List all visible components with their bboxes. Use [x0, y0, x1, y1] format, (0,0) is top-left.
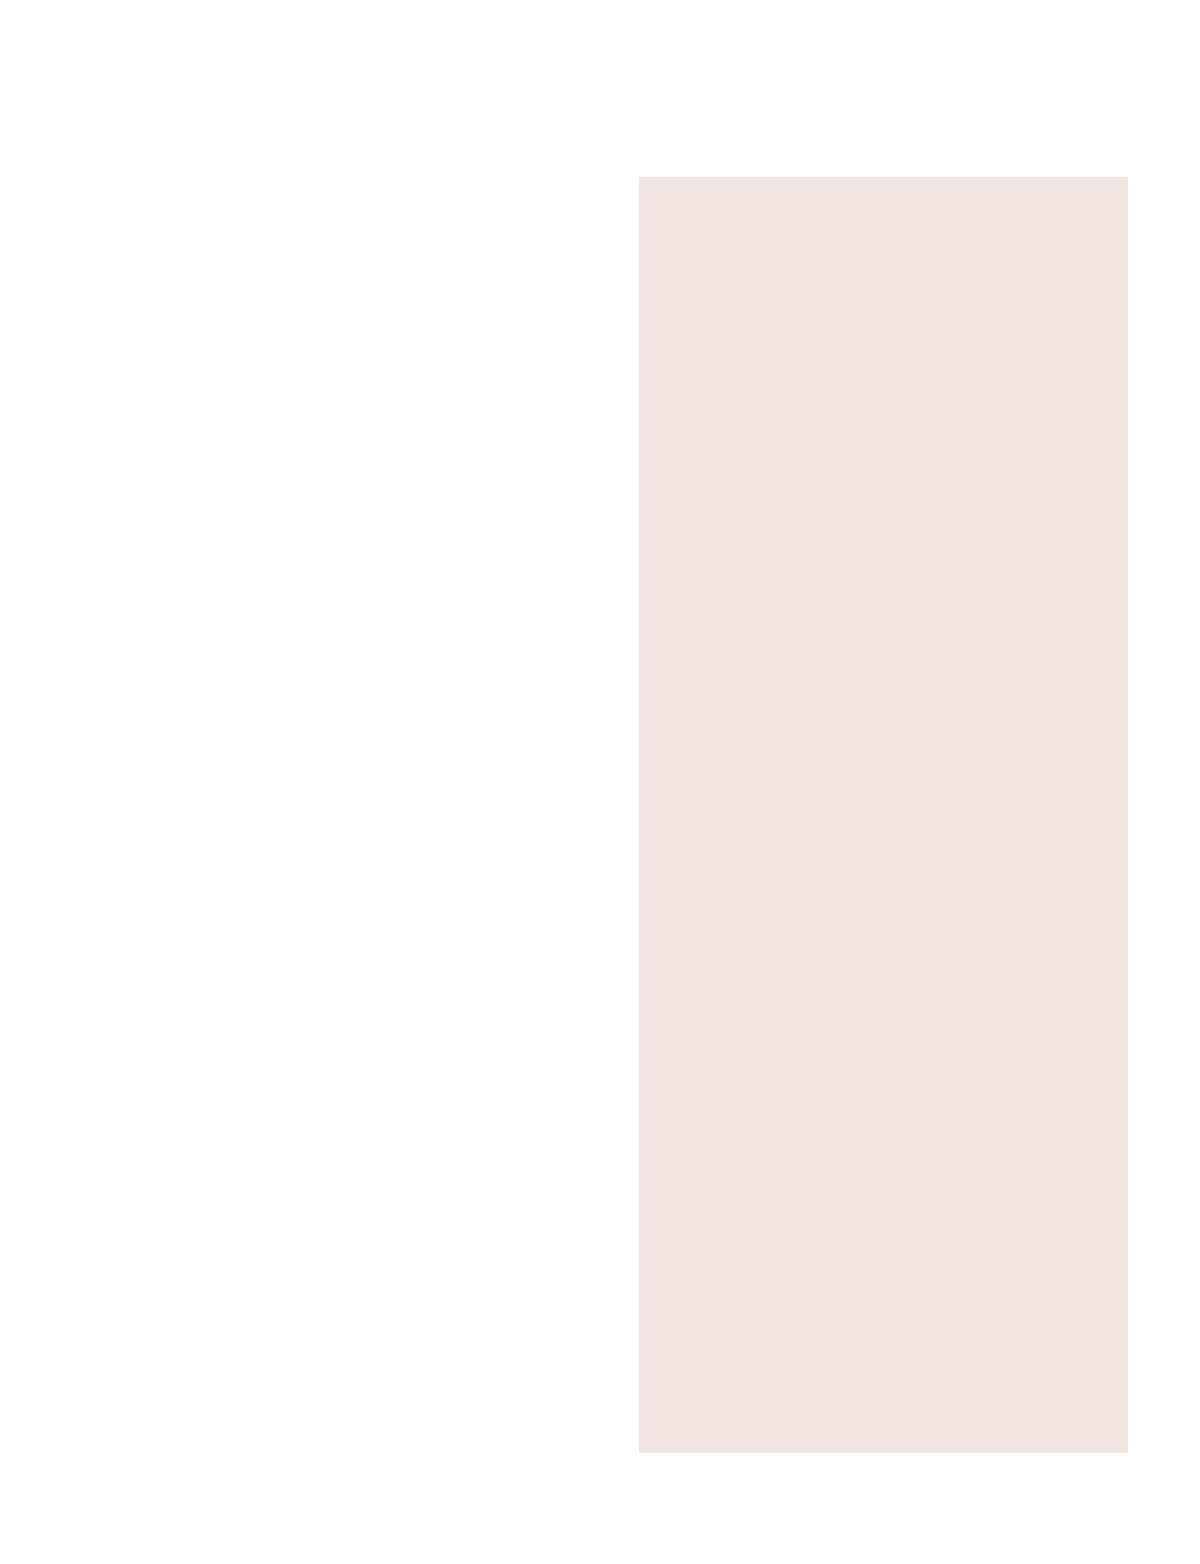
article-body: [115, 173, 605, 204]
results-sidebar: [639, 177, 1128, 1453]
